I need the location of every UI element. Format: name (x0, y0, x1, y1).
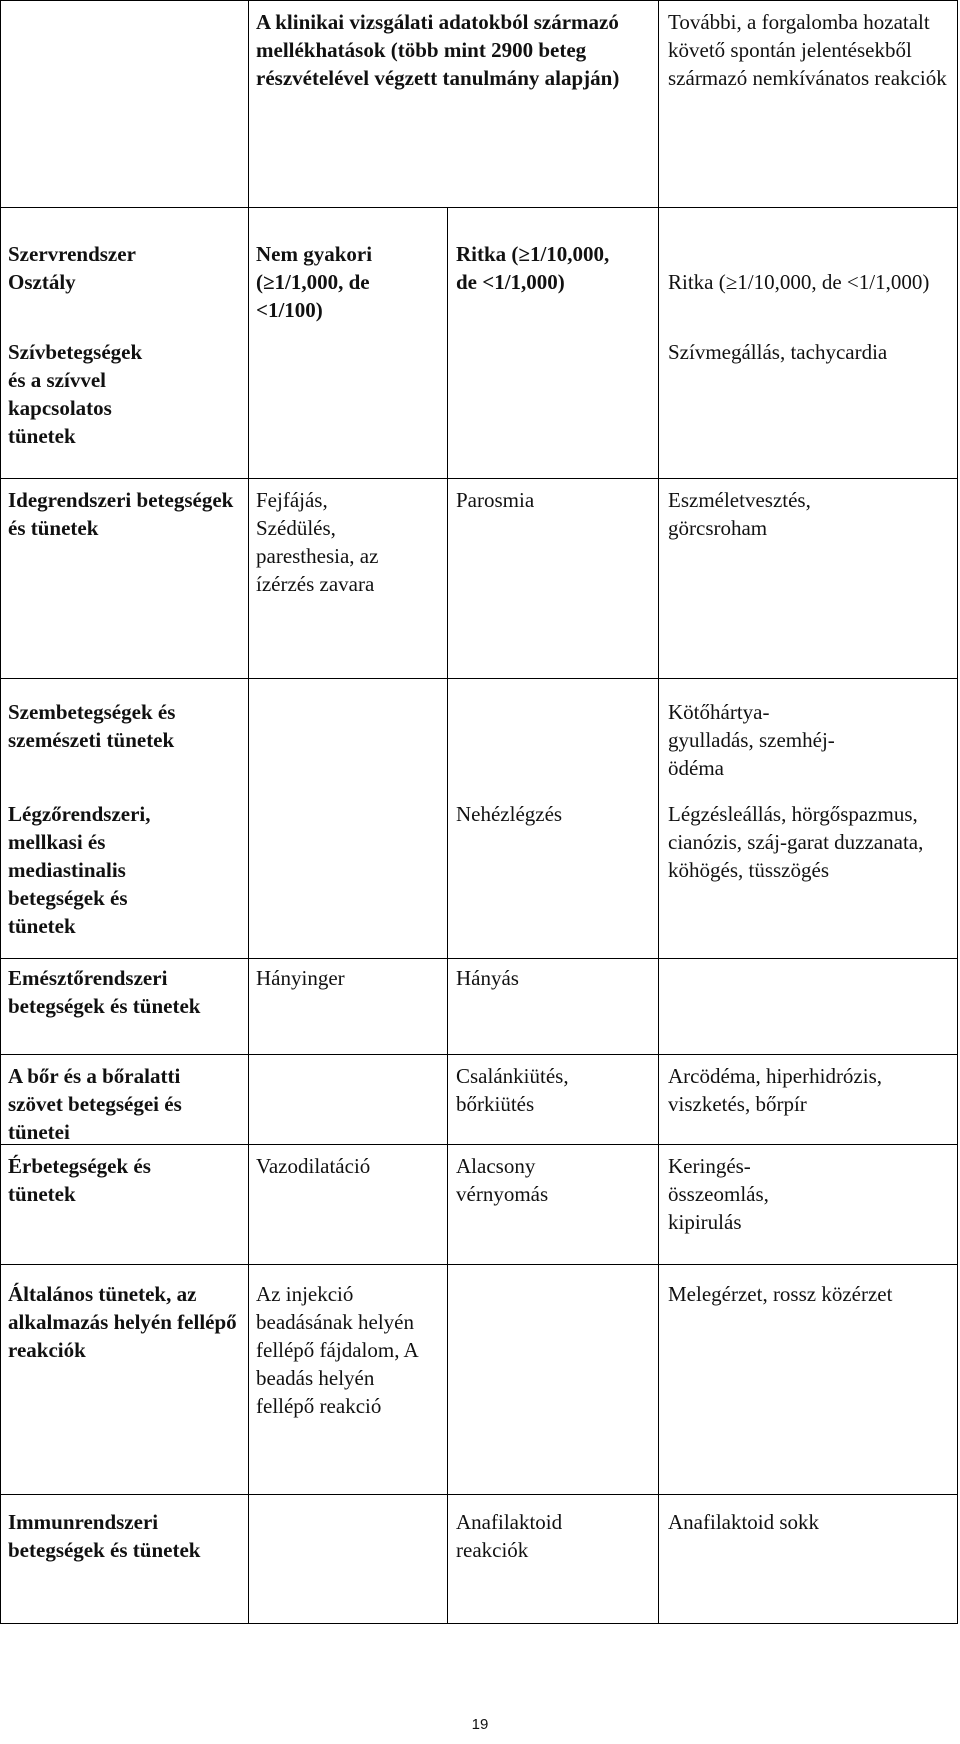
post-respiratory: Légzésleállás, hörgőspazmus, cianózis, száj-garat duzzanata, köhögés, tüsszögés (668, 802, 924, 882)
organ-nervous: Idegrendszeri betegségek és tünetek (8, 488, 234, 540)
row-divider (0, 958, 958, 959)
rare-nervous: Parosmia (456, 488, 535, 512)
freq-rare-label: Ritka (≥1/10,000, de <1/1,000) (456, 242, 610, 294)
row-divider (0, 678, 958, 679)
uncommon-vascular: Vazodilatáció (256, 1154, 371, 1178)
row-divider (0, 478, 958, 479)
rare-respiratory: Nehézlégzés (456, 802, 563, 826)
post-general: Melegérzet, rossz közérzet (668, 1282, 893, 1306)
organ-gastrointestinal: Emésztőrendszeri betegségek és tünetek (8, 966, 201, 1018)
post-vascular: Keringés-összeomlás, kipirulás (668, 1154, 769, 1234)
organ-eye: Szembetegségek és szemészeti tünetek (8, 700, 176, 752)
row-divider (0, 1264, 958, 1265)
uncommon-nervous: Fejfájás, Szédülés, paresthesia, az ízérzés zavara (256, 488, 379, 596)
header-clinical-trials: A klinikai vizsgálati adatokból származó mellékhatások (több mint 2900 beteg részvételével végzett tanulmány alapján) (256, 10, 620, 90)
uncommon-gastrointestinal: Hányinger (256, 966, 345, 990)
freq-rare-post-label: Ritka (≥1/10,000, de <1/1,000) (668, 270, 930, 294)
row-divider (0, 207, 958, 208)
freq-uncommon-label: Nem gyakori (≥1/1,000, de <1/100) (256, 242, 373, 322)
organ-immune: Immunrendszeri betegségek és tünetek (8, 1510, 201, 1562)
post-immune: Anafilaktoid sokk (668, 1510, 820, 1534)
column-divider (447, 208, 448, 1624)
column-divider (658, 0, 659, 1624)
header-post-marketing: További, a forgalomba hozatalt követő spontán jelentésekből származó nemkívánatos reakciók (668, 10, 947, 90)
uncommon-general: Az injekció beadásának helyén fellépő fájdalom, A beadás helyén fellépő reakció (256, 1282, 418, 1418)
organ-skin: A bőr és a bőralatti szövet betegségei és tünetei (8, 1064, 182, 1144)
organ-vascular: Érbetegségek és tünetek (8, 1154, 151, 1206)
rare-skin: Csalánkiütés, bőrkiütés (456, 1064, 569, 1116)
post-nervous: Eszméletvesztés, görcsroham (668, 488, 811, 540)
post-skin: Arcödéma, hiperhidrózis, viszketés, bőrpír (668, 1064, 883, 1116)
organ-class-label: Szervrendszer Osztály (8, 242, 136, 294)
organ-cardiac: Szívbetegségek és a szívvel kapcsolatos tünetek (8, 340, 143, 448)
post-cardiac: Szívmegállás, tachycardia (668, 340, 888, 364)
rare-gastrointestinal: Hányás (456, 966, 519, 990)
organ-respiratory: Légzőrendszeri, mellkasi és mediastinalis betegségek és tünetek (8, 802, 151, 938)
column-divider (248, 0, 249, 1624)
post-eye: Kötőhártya-gyulladás, szemhéj-ödéma (668, 700, 835, 780)
row-divider (0, 1054, 958, 1055)
organ-general: Általános tünetek, az alkalmazás helyén fellépő reakciók (8, 1282, 237, 1362)
rare-immune: Anafilaktoid reakciók (456, 1510, 563, 1562)
page-number: 19 (471, 1716, 489, 1733)
row-divider (0, 1494, 958, 1495)
rare-vascular: Alacsony vérnyomás (456, 1154, 549, 1206)
